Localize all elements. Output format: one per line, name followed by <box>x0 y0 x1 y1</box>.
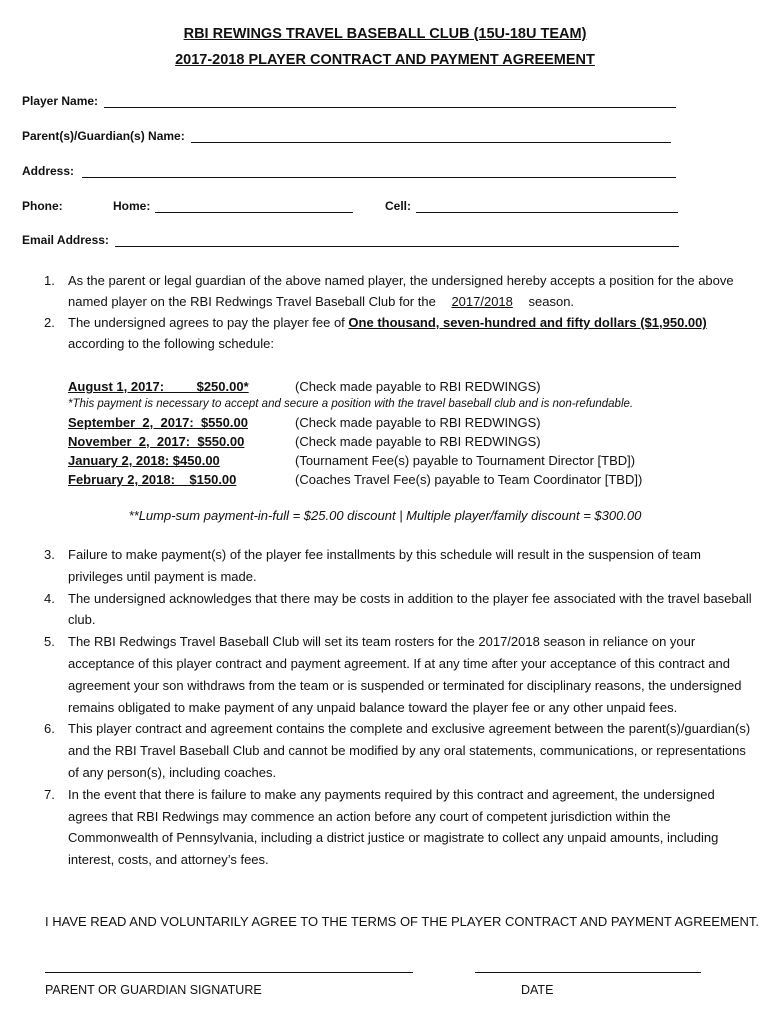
player-name-label: Player Name: <box>22 94 99 108</box>
list-item: 3. Failure to make payment(s) of the player fee installments by this schedule will result in the suspension of team privileges until payment is made. <box>44 547 701 584</box>
fee-amount: One thousand, seven-hundred and fifty dollars ($1,950.00) <box>348 315 707 330</box>
cell-phone-label: Cell: <box>385 199 412 213</box>
phone-label: Phone: <box>22 199 63 213</box>
parent-name-label: Parent(s)/Guardian(s) Name: <box>22 129 185 143</box>
discount-note: **Lump-sum payment-in-full = $25.00 discount | Multiple player/family discount = $300.00 <box>128 508 642 523</box>
signature-line[interactable] <box>45 972 413 973</box>
date-label: DATE <box>521 983 554 997</box>
schedule-row: September 2, 2017: $550.00 (Check made payable to RBI REDWINGS) <box>68 415 541 430</box>
date-line[interactable] <box>475 972 701 973</box>
email-line[interactable] <box>115 234 679 247</box>
document-title: RBI REWINGS TRAVEL BASEBALL CLUB (15U-18U TEAM) <box>183 26 587 42</box>
list-item: 7. In the event that there is failure to make any payments required by this contract and agreement, the undersigned agrees that RBI Redwings may commence an action before any court of competent jurisdiction within the Commonwealth of Pennsylvania, including a district justice or magistrate to collect any unpaid amounts, including interest, costs, and attorney’s fees. <box>44 786 719 868</box>
list-item: 6. This player contract and agreement contains the complete and exclusive agreement between the parent(s)/guardian(s) and the RBI Travel Baseball Club and cannot be modified by any oral statements, communications, or representations of any person(s), including coaches. <box>44 721 751 780</box>
parent-name-line[interactable] <box>191 130 671 143</box>
agreement-statement: I HAVE READ AND VOLUNTARILY AGREE TO THE TERMS OF THE PLAYER CONTRACT AND PAYMENT AGREEMENT. <box>45 914 759 929</box>
player-name-line[interactable] <box>104 95 676 108</box>
terms-list-top <box>22 270 752 354</box>
schedule-row: November 2, 2017: $550.00 (Check made payable to RBI REDWINGS) <box>68 434 541 449</box>
schedule-footnote: *This payment is necessary to accept and secure a position with the travel baseball club and is non-refundable. <box>68 398 634 410</box>
home-phone-label: Home: <box>113 199 151 213</box>
list-item: 5. The RBI Redwings Travel Baseball Club will set its team rosters for the 2017/2018 season in reliance on your acceptance of this player contract and payment agreement. If at any time after your acceptance of this contract and agreement your son withdraws from the team or is suspended or terminated for disciplinary reasons, the undersigned remains obligated to make payment of any unpaid balance toward the player fee or any other unpaid fees. <box>44 634 742 715</box>
payment-schedule <box>68 377 748 489</box>
parent-name-field <box>22 129 671 143</box>
home-phone-field <box>113 199 353 213</box>
list-item: 1. As the parent or legal guardian of the above named player, the undersigned hereby accepts a position for the above named player on the RBI Redwings Travel Baseball Club for the 2017/2018 season. <box>44 273 734 309</box>
terms-list-bottom <box>22 544 752 871</box>
address-line[interactable] <box>82 165 676 178</box>
schedule-row: February 2, 2018: $150.00 (Coaches Travel Fee(s) payable to Team Coordinator [TBD]) <box>68 472 643 487</box>
schedule-row: August 1, 2017: $250.00* (Check made payable to RBI REDWINGS) <box>68 379 541 394</box>
schedule-row: January 2, 2018: $450.00 (Tournament Fee(s) payable to Tournament Director [TBD]) <box>68 453 636 468</box>
home-phone-line[interactable] <box>155 200 353 213</box>
address-field <box>22 164 676 178</box>
player-name-field <box>22 94 676 108</box>
email-field <box>22 233 679 247</box>
address-label: Address: <box>22 164 75 178</box>
email-label: Email Address: <box>22 233 109 247</box>
season-value: 2017/2018 <box>451 294 513 309</box>
cell-phone-line[interactable] <box>416 200 678 213</box>
document-subtitle: 2017-2018 PLAYER CONTRACT AND PAYMENT AGREEMENT <box>175 52 595 68</box>
signature-label: PARENT OR GUARDIAN SIGNATURE <box>45 983 262 997</box>
list-item: 2. The undersigned agrees to pay the player fee of One thousand, seven-hundred and fifty dollars ($1,950.00) according to the following schedule: <box>44 315 707 351</box>
cell-phone-field <box>385 199 678 213</box>
list-item: 4. The undersigned acknowledges that there may be costs in addition to the player fee associated with the travel baseball club. <box>44 590 752 628</box>
